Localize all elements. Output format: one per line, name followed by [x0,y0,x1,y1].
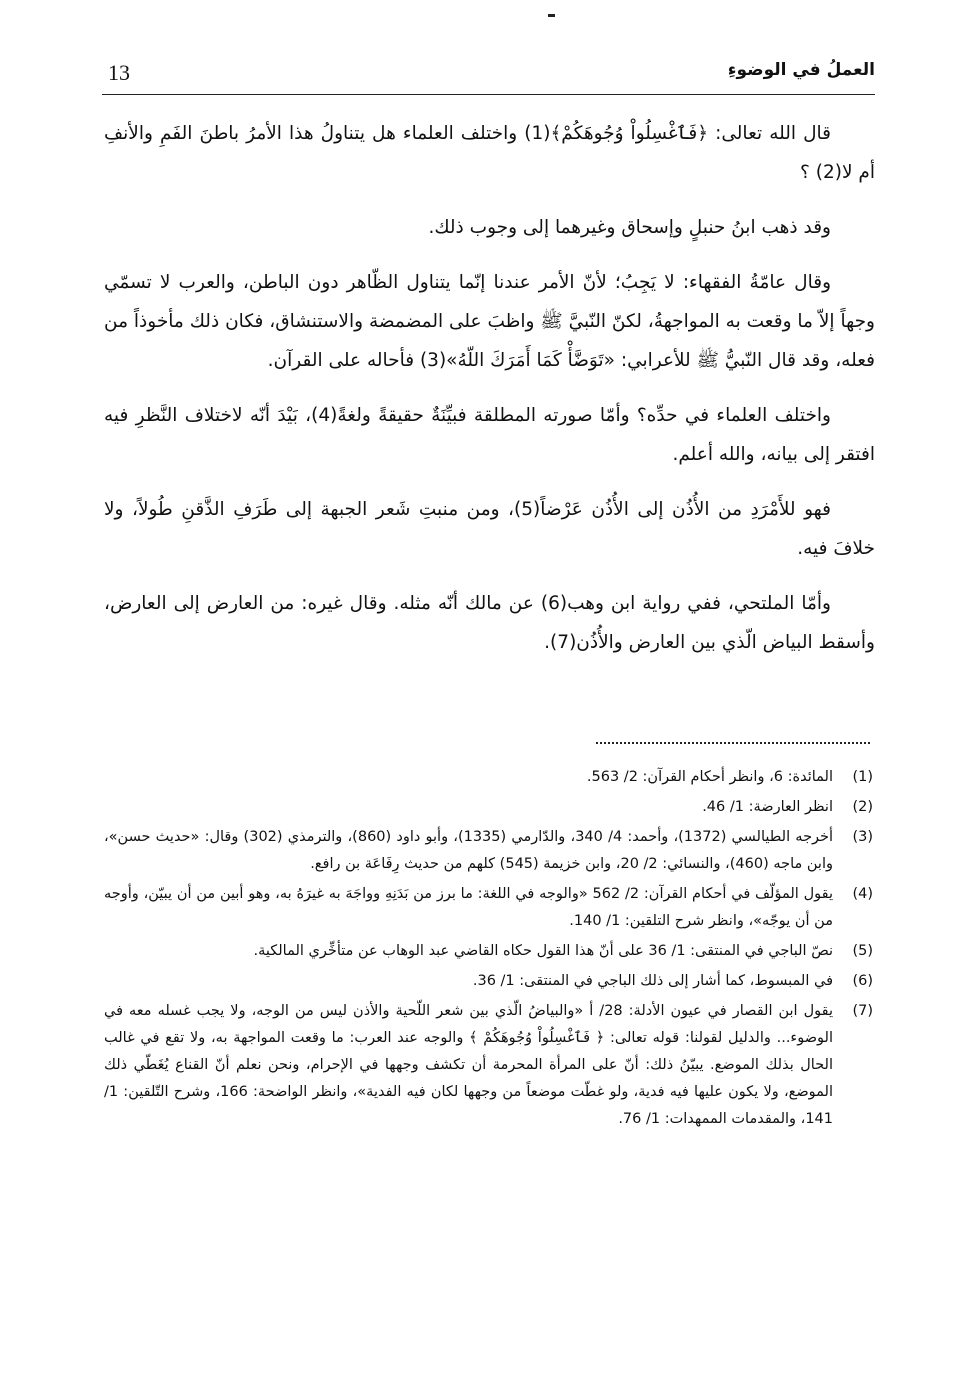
footnote-text: أخرجه الطيالسي (1372)، وأحمد: 4/ 340، والدّارمي (1335)، وأبو داود (860)، والترمذي (302) وقال: «حديث حسن»، وابن ماجه (460)، والنسائي: 2/ 20، وابن خزيمة (545) كلهم من حديث رِفَاعَة بن رافع. [104,829,834,872]
footnote-text: في المبسوط، كما أشار إلى ذلك الباجي في المنتقى: 1/ 36. [472,973,833,989]
footnote-number: (5) [852,943,873,959]
footnote-separator [596,742,870,744]
footnote-number: (3) [852,829,873,845]
footnote-number: (2) [852,799,873,815]
page-header [102,58,875,95]
footnote-item [104,824,875,878]
footnote-text: يقول المؤلّف في أحكام القرآن: 2/ 562 «والوجه في اللغة: ما برز من بَدَنِهِ وواجَهَ به غيرَهُ به، وهو أبين من أن يبيّن، وأوجه من أن يوجّه»، وانظر شرح التلقين: 1/ 140. [104,886,833,929]
footnote-item [104,881,875,935]
paragraph: وقد ذهب ابنُ حنبلٍ وإسحاق وغيرهما إلى وجوب ذلك. [428,217,831,238]
page-number: 13 [108,60,130,85]
footnote-item [104,938,875,965]
footnotes [104,764,875,1136]
footnote-number: (7) [852,1003,873,1019]
paragraph: واختلف العلماء في حدِّه؟ وأمّا صورته المطلقة فبيِّنَةٌ حقيقةً ولغةً(4)، بَيْدَ أنّه لاختلاف النَّظرِ فيه افتقر إلى بيانه، والله أعلم. [104,405,875,465]
footnote-text: يقول ابن القصار في عيون الأدلة: 28/ أ «والبياضُ الّذي بين شعر اللّحية والأذن ليس من الوجه، ولا يجب غسله معه في الوضوء... والدليل لقولنا: قوله تعالى: ﴿ فَٱغْسِلُواْ وُجُوهَكُمْ ﴾ والوجه عند العرب: ما وقعت المواجهة به، ولا تقع في غالب الحال بذلك الموضع. يبيّنُ ذلك: أنّ على المرأة المحرمة أن تكشف وجهها في الإحرام، ونحن نعلم أنّ القناع يُغَطّي ذلك الموضع، ولا يكون عليها فيه فدية، ولو غطّت موضعاً من وجهها لكان فيه الفدية»، وانظر الواضحة: 166، وشرح التّلقين: 1/ 141، والمقدمات الممهدات: 1/ 76. [104,1003,833,1127]
footnote-number: (1) [852,769,873,785]
paragraph: وأمّا الملتحي، ففي رواية ابن وهب(6) عن مالك أنّه مثله. وقال غيره: من العارض إلى العارض، وأسقط البياض الّذي بين العارض والأُذُن(7). [104,593,875,653]
printer-mark [548,14,555,17]
paragraph: قال الله تعالى: ﴿فَٱغْسِلُواْ وُجُوهَكُمْ﴾(1) واختلف العلماء هل يتناولُ هذا الأمرُ باطنَ الفَمِ والأنفِ أم لا(2) ؟ [104,123,875,183]
paragraph: فهو للأَمْرَدِ من الأُذُن إلى الأُذُن عَرْضاً(5)، ومن منبتِ شَعر الجبهة إلى طَرَفِ الذَّقنِ طُولاً، ولا خلافَ فيه. [104,499,875,559]
main-text [104,110,875,678]
footnote-item [104,968,875,995]
footnote-text: المائدة: 6، وانظر أحكام القرآن: 2/ 563. [586,769,833,785]
running-title: العملُ في الوضوءِ [727,60,875,80]
footnote-number: (6) [852,973,873,989]
paragraph: وقال عامّةُ الفقهاء: لا يَجِبُ؛ لأنّ الأمر عندنا إنّما يتناول الظّاهر دون الباطن، والعرب لا تسمّي وجهاً إلاّ ما وقعت به المواجهةُ، لكنّ النّبيَّ ﷺ واظبَ على المضمضة والاستنشاق، فكان ذلك مأخوذاً من فعله، وقد قال النّبيُّ ﷺ للأعرابي: «تَوَضَّأْ كَمَا أَمَرَكَ اللّهُ»(3) فأحاله على القرآن. [104,272,875,371]
footnote-number: (4) [852,886,873,902]
footnote-item [104,998,875,1133]
footnote-item [104,794,875,821]
footnote-text: انظر العارضة: 1/ 46. [702,799,833,815]
footnote-item [104,764,875,791]
footnote-text: نصّ الباجي في المنتقى: 1/ 36 على أنّ هذا القول حكاه القاضي عبد الوهاب عن متأخِّري المالكية. [253,943,833,959]
